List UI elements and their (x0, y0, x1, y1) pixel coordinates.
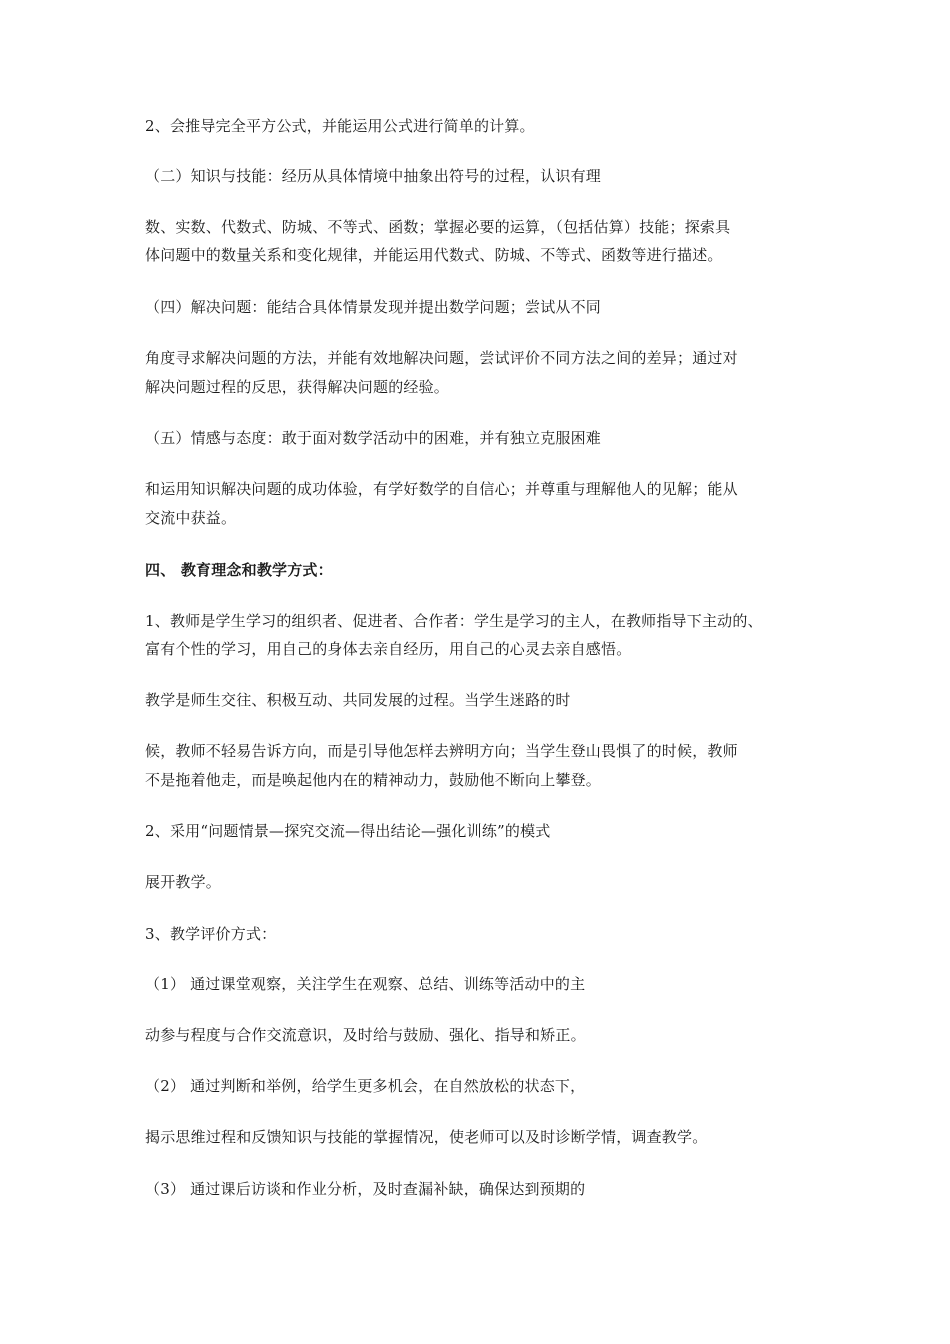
text-line: （五）情感与态度：敢于面对数学活动中的困难，并有独立克服困难 (145, 429, 602, 447)
text-line: 不是拖着他走，而是唤起他内在的精神动力，鼓励他不断向上攀登。 (145, 771, 602, 789)
text-line: 富有个性的学习，用自己的身体去亲自经历，用自己的心灵去亲自感悟。 (145, 640, 632, 658)
text-line: 解决问题过程的反思，获得解决问题的经验。 (145, 378, 450, 396)
text-line: （四）解决问题：能结合具体情景发现并提出数学问题；尝试从不同 (145, 298, 602, 316)
text-line: （3） 通过课后访谈和作业分析，及时查漏补缺，确保达到预期的 (145, 1180, 586, 1198)
text-line: 2、会推导完全平方公式，并能运用公式进行简单的计算。 (145, 117, 535, 135)
text-line: （二）知识与技能：经历从具体情境中抽象出符号的过程，认识有理 (145, 167, 602, 185)
text-line: 2、采用“问题情景—探究交流—得出结论—强化训练”的模式 (145, 822, 551, 840)
text-line: （2） 通过判断和举例，给学生更多机会，在自然放松的状态下， (145, 1077, 586, 1095)
text-line: 1、教师是学生学习的组织者、促进者、合作者：学生是学习的主人，在教师指导下主动的、 (145, 612, 763, 630)
section-heading: 四、 教育理念和教学方式： (145, 561, 333, 579)
text-line: 角度寻求解决问题的方法，并能有效地解决问题，尝试评价不同方法之间的差异；通过对 (145, 349, 738, 367)
text-line: 交流中获益。 (145, 509, 237, 527)
text-line: 3、教学评价方式： (145, 925, 277, 943)
text-line: 揭示思维过程和反馈知识与技能的掌握情况，使老师可以及时诊断学情，调查教学。 (145, 1128, 708, 1146)
text-line: 体问题中的数量关系和变化规律，并能运用代数式、防城、不等式、函数等进行描述。 (145, 246, 723, 264)
text-line: 展开教学。 (145, 873, 222, 891)
text-line: 动参与程度与合作交流意识，及时给与鼓励、强化、指导和矫正。 (145, 1026, 586, 1044)
text-line: （1） 通过课堂观察，关注学生在观察、总结、训练等活动中的主 (145, 975, 586, 993)
text-line: 数、实数、代数式、防城、不等式、函数；掌握必要的运算，（包括估算）技能；探索具 (145, 218, 731, 236)
text-line: 候，教师不轻易告诉方向，而是引导他怎样去辨明方向；当学生登山畏惧了的时候，教师 (145, 742, 738, 760)
text-line: 和运用知识解决问题的成功体验，有学好数学的自信心；并尊重与理解他人的见解；能从 (145, 480, 738, 498)
text-line: 教学是师生交往、积极互动、共同发展的过程。当学生迷路的时 (145, 691, 571, 709)
